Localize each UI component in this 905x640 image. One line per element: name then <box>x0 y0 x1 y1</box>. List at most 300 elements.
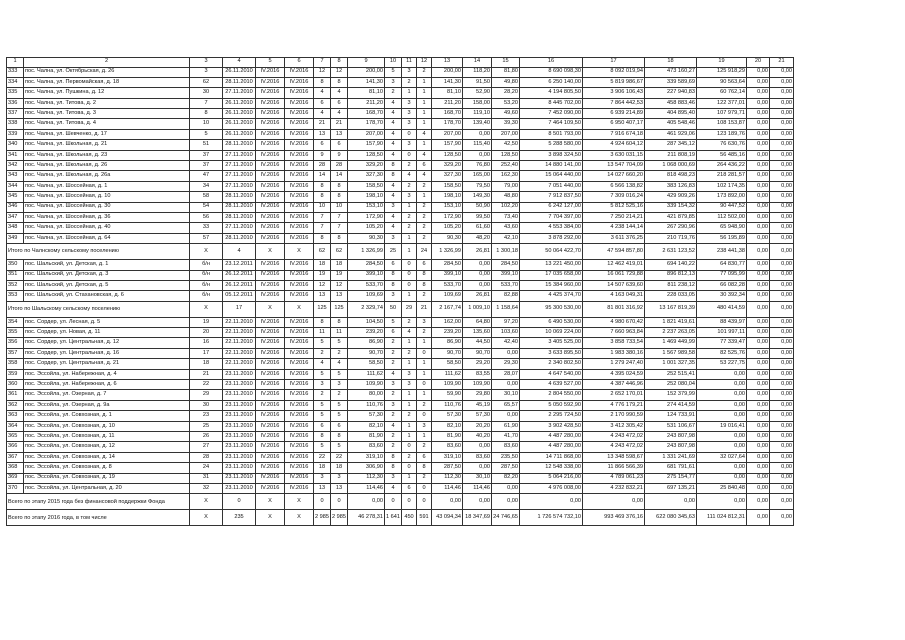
table-cell: 114,46 <box>463 483 492 493</box>
table-cell: 0,00 <box>747 88 770 98</box>
address-cell: пос. Чална, ул. Шоссейная, д. 1 <box>24 181 190 191</box>
table-cell: 3 <box>402 119 417 129</box>
table-cell: 2 <box>402 181 417 191</box>
column-number-header: 8 <box>331 58 348 68</box>
table-cell: IV.2016 <box>285 270 314 280</box>
table-cell: IV.2016 <box>285 161 314 171</box>
table-cell: 5 050 592,90 <box>520 400 583 410</box>
table-cell: 4 243 472,02 <box>583 432 645 442</box>
column-number-header: 17 <box>583 58 645 68</box>
table-cell: 0,00 <box>492 483 520 493</box>
table-cell: 533,70 <box>432 280 463 290</box>
table-cell: 2 <box>314 348 331 358</box>
table-cell: 4 776 179,21 <box>583 400 645 410</box>
table-row <box>7 202 794 212</box>
table-cell: IV.2016 <box>256 280 285 290</box>
table-cell: 4 232 832,21 <box>583 483 645 493</box>
table-cell: 353 <box>7 291 24 301</box>
table-cell: 347 <box>7 212 24 222</box>
table-cell: IV.2016 <box>285 119 314 129</box>
table-cell: 4 425 374,70 <box>520 291 583 301</box>
table-cell: 23.11.2010 <box>223 432 256 442</box>
table-cell: 450 <box>402 510 417 526</box>
table-cell: 306,90 <box>348 463 385 473</box>
address-cell: пос. Сордер, ул. Центральная, д. 16 <box>24 348 190 358</box>
address-cell: пос. Эссойла, ул. Совхозная, д. 1 <box>24 411 190 421</box>
table-cell: 4 <box>385 212 402 222</box>
table-cell: 0,00 <box>747 212 770 222</box>
table-cell: 354 <box>7 317 24 327</box>
table-cell: 6 939 214,89 <box>583 109 645 119</box>
table-cell: 0 <box>417 348 432 358</box>
table-cell: 28.11.2010 <box>223 233 256 243</box>
table-cell: 157,90 <box>348 140 385 150</box>
table-cell: 82 525,76 <box>697 348 747 358</box>
table-cell: 49,80 <box>492 77 520 87</box>
table-cell: 1 331 241,69 <box>645 452 697 462</box>
table-cell: 13 <box>314 291 331 301</box>
table-cell: 0,00 <box>463 494 492 510</box>
table-cell: 91,50 <box>463 77 492 87</box>
table-row <box>7 328 794 338</box>
table-cell: 2 <box>402 348 417 358</box>
table-cell: 368 <box>7 463 24 473</box>
table-cell: 19 016,41 <box>697 421 747 431</box>
table-cell: 4 <box>385 483 402 493</box>
table-cell: 2 <box>402 77 417 87</box>
table-cell: 0,00 <box>747 348 770 358</box>
table-cell: 13 167 819,39 <box>645 301 697 317</box>
table-cell: 4 924 604,12 <box>583 140 645 150</box>
table-cell: 17 <box>190 348 223 358</box>
table-cell: 896 812,13 <box>645 270 697 280</box>
table-cell: 18 <box>314 260 331 270</box>
table-cell: IV.2016 <box>256 150 285 160</box>
table-cell: IV.2016 <box>256 400 285 410</box>
table-cell: 26,81 <box>463 291 492 301</box>
table-cell: 1 <box>402 473 417 483</box>
table-cell: 4 976 008,00 <box>520 483 583 493</box>
table-cell: 0,00 <box>697 473 747 483</box>
table-cell: 42,10 <box>492 233 520 243</box>
table-cell: 1 <box>417 119 432 129</box>
table-cell: 8 <box>417 463 432 473</box>
table-cell: 13 547 704,09 <box>583 161 645 171</box>
table-cell: 13 348 598,67 <box>583 452 645 462</box>
table-cell: 0 <box>314 494 331 510</box>
table-cell: 4 <box>314 359 331 369</box>
column-number-header: 4 <box>223 58 256 68</box>
table-cell: 90,70 <box>348 348 385 358</box>
table-cell: 2 <box>402 411 417 421</box>
table-cell: 0,00 <box>645 494 697 510</box>
table-cell: 6 <box>417 452 432 462</box>
table-cell: 28 <box>314 161 331 171</box>
table-cell: 811 238,12 <box>645 280 697 290</box>
table-cell: 1 <box>417 390 432 400</box>
table-cell: 28.11.2010 <box>223 140 256 150</box>
table-cell: 81,90 <box>432 432 463 442</box>
table-cell: 0,00 <box>770 171 794 181</box>
table-cell: 25 <box>385 244 402 260</box>
table-cell: 21 <box>314 119 331 129</box>
table-cell: 13 <box>331 483 348 493</box>
table-cell: 30 392,34 <box>697 291 747 301</box>
table-cell: 4 <box>385 181 402 191</box>
table-cell: 11 <box>314 328 331 338</box>
table-cell: 73,40 <box>492 212 520 222</box>
table-cell: 4 <box>314 109 331 119</box>
table-cell: 104,50 <box>348 317 385 327</box>
table-cell: 76,80 <box>463 161 492 171</box>
table-cell: 0,00 <box>463 129 492 139</box>
table-cell: 79,50 <box>463 181 492 191</box>
table-cell: 18 <box>190 359 223 369</box>
address-cell: пос. Шальский, ул. Стахановская, д. 6 <box>24 291 190 301</box>
column-number-header: 14 <box>463 58 492 68</box>
table-cell: 83,60 <box>492 442 520 452</box>
table-row <box>7 280 794 290</box>
address-cell: пос. Эссойла, ул. Озерная, д. 7 <box>24 390 190 400</box>
table-cell: 88 439,97 <box>697 317 747 327</box>
table-cell: 7 051 440,00 <box>520 181 583 191</box>
table-cell: 284,50 <box>348 260 385 270</box>
table-cell: 818 498,23 <box>645 171 697 181</box>
table-cell: 26.12.2011 <box>223 280 256 290</box>
table-cell: 227 940,83 <box>645 88 697 98</box>
table-cell: 61,60 <box>463 223 492 233</box>
table-row <box>7 171 794 181</box>
table-cell: 90,30 <box>348 233 385 243</box>
table-cell: IV.2016 <box>256 380 285 390</box>
table-cell: 3 <box>402 98 417 108</box>
table-cell: 95 300 530,00 <box>520 301 583 317</box>
table-cell: 62 <box>331 244 348 260</box>
table-cell: 0,00 <box>770 463 794 473</box>
column-number-header: 21 <box>770 58 794 68</box>
table-cell: 77 339,47 <box>697 338 747 348</box>
table-cell: 6 950 407,17 <box>583 119 645 129</box>
table-cell: 168,70 <box>348 109 385 119</box>
table-cell: 2 329,74 <box>348 301 385 317</box>
table-cell: 252 080,04 <box>645 380 697 390</box>
table-cell: IV.2016 <box>285 212 314 222</box>
table-cell: 53,20 <box>492 98 520 108</box>
table-cell: 0,00 <box>747 510 770 526</box>
table-cell: 1 983 380,16 <box>583 348 645 358</box>
table-cell: 7 864 442,53 <box>583 98 645 108</box>
table-cell: б/н <box>190 280 223 290</box>
table-cell: 7 916 674,18 <box>583 129 645 139</box>
table-cell: 90,30 <box>432 233 463 243</box>
table-cell: 162,30 <box>492 171 520 181</box>
table-cell: 350 <box>7 260 24 270</box>
table-cell: 3 <box>402 67 417 77</box>
table-cell: 0 <box>331 494 348 510</box>
table-cell: 0,00 <box>697 369 747 379</box>
table-cell: 4 238 144,14 <box>583 223 645 233</box>
table-cell: 47 594 857,80 <box>583 244 645 260</box>
table-cell: 86,90 <box>432 338 463 348</box>
column-number-row <box>7 58 794 68</box>
table-cell: 336 <box>7 98 24 108</box>
table-cell: 82,10 <box>432 421 463 431</box>
table-cell: 27.11.2010 <box>223 171 256 181</box>
table-cell: 10 <box>190 119 223 129</box>
table-cell: 22.11.2010 <box>223 338 256 348</box>
table-cell: 0 <box>417 411 432 421</box>
table-cell: 348 <box>7 223 24 233</box>
table-row <box>7 67 794 77</box>
table-cell: 0,00 <box>770 270 794 280</box>
table-cell: 119,10 <box>463 109 492 119</box>
table-cell: 158,50 <box>432 181 463 191</box>
table-cell: 27.11.2010 <box>223 181 256 191</box>
table-cell: 20 <box>190 328 223 338</box>
table-cell: 4 <box>385 109 402 119</box>
table-cell: 8 <box>385 171 402 181</box>
table-cell: 77 095,99 <box>697 270 747 280</box>
table-cell: X <box>285 301 314 317</box>
table-cell: 109,90 <box>432 380 463 390</box>
table-cell: 101 997,11 <box>697 328 747 338</box>
subtotal-row <box>7 510 794 526</box>
table-cell: 4 487 280,00 <box>520 432 583 442</box>
table-cell: 0,00 <box>770 473 794 483</box>
table-cell: 8 <box>190 109 223 119</box>
address-cell: пос. Чална, ул. Титова, д. 2 <box>24 98 190 108</box>
table-cell: 16 <box>190 338 223 348</box>
table-cell: 364 <box>7 421 24 431</box>
table-cell: 0 <box>402 494 417 510</box>
table-cell: 267 290,96 <box>645 223 697 233</box>
table-cell: 162,00 <box>432 317 463 327</box>
table-cell: IV.2016 <box>285 98 314 108</box>
table-cell: IV.2016 <box>285 291 314 301</box>
table-cell: 4 <box>385 140 402 150</box>
table-cell: 0,00 <box>747 119 770 129</box>
table-cell: 284,50 <box>432 260 463 270</box>
table-cell: IV.2016 <box>256 260 285 270</box>
table-cell: 339 589,69 <box>645 77 697 87</box>
table-cell: 218 281,57 <box>697 171 747 181</box>
table-cell: 346 <box>7 202 24 212</box>
address-cell: пос. Чална, ул. Шоссейная, д. 64 <box>24 233 190 243</box>
table-cell: 4 <box>331 88 348 98</box>
table-cell: 383 126,83 <box>645 181 697 191</box>
table-cell: 333 <box>7 67 24 77</box>
table-cell: 210 719,76 <box>645 233 697 243</box>
table-cell: 17 <box>223 301 256 317</box>
table-cell: 7 <box>314 212 331 222</box>
table-cell: 4 487 280,00 <box>520 442 583 452</box>
table-cell: 7 464 109,50 <box>520 119 583 129</box>
table-cell: 5 <box>314 369 331 379</box>
table-cell: 342 <box>7 161 24 171</box>
table-cell: 0,00 <box>697 390 747 400</box>
table-row <box>7 233 794 243</box>
table-cell: 2 <box>417 442 432 452</box>
table-cell: 0,00 <box>770 161 794 171</box>
table-cell: IV.2016 <box>256 202 285 212</box>
address-cell: пос. Эссойла, ул. Озерная, д. 9а <box>24 400 190 410</box>
subtotal-label: Всего по этапу 2015 года без финансовой поддержки Фонда <box>7 494 190 510</box>
table-cell: 6 <box>417 161 432 171</box>
table-cell: 48,20 <box>463 233 492 243</box>
table-cell: 18 <box>314 463 331 473</box>
table-cell: 21 <box>190 369 223 379</box>
table-cell: 30 <box>190 400 223 410</box>
address-cell: пос. Чална, ул. Октябрьская, д. 26 <box>24 67 190 77</box>
table-cell: 34 <box>190 181 223 191</box>
table-cell: 1 641 <box>385 510 402 526</box>
table-cell: 6 <box>314 140 331 150</box>
table-cell: 90 447,52 <box>697 202 747 212</box>
table-row <box>7 390 794 400</box>
address-cell: пос. Сордер, ул. Лесная, д. 5 <box>24 317 190 327</box>
table-cell: IV.2016 <box>285 421 314 431</box>
table-cell: 12 <box>314 67 331 77</box>
table-cell: 0,00 <box>770 301 794 317</box>
address-cell: пос. Шальский, ул. Детская, д. 1 <box>24 260 190 270</box>
table-cell: IV.2016 <box>256 109 285 119</box>
table-cell: 1 <box>402 359 417 369</box>
table-cell: 7 704 397,00 <box>520 212 583 222</box>
table-cell: 33 <box>190 223 223 233</box>
table-cell: 125 918,29 <box>697 67 747 77</box>
table-cell: 7 309 016,24 <box>583 192 645 202</box>
table-cell: 42,40 <box>492 338 520 348</box>
table-cell: 365 <box>7 432 24 442</box>
table-cell: X <box>256 494 285 510</box>
table-cell: 0,00 <box>770 291 794 301</box>
table-cell: 349 <box>7 233 24 243</box>
table-cell: IV.2016 <box>285 473 314 483</box>
table-cell: 0,00 <box>697 380 747 390</box>
table-cell: 124 733,91 <box>645 411 697 421</box>
table-cell: 109,69 <box>432 291 463 301</box>
table-cell: IV.2016 <box>256 212 285 222</box>
table-cell: 329,20 <box>348 161 385 171</box>
table-cell: 3 898 324,50 <box>520 150 583 160</box>
column-number-header: 15 <box>492 58 520 68</box>
table-cell: 125 <box>331 301 348 317</box>
table-cell: 22 <box>190 380 223 390</box>
table-row <box>7 380 794 390</box>
table-cell: 235 <box>223 510 256 526</box>
table-cell: 23.11.2010 <box>223 483 256 493</box>
table-cell: 0,00 <box>770 140 794 150</box>
table-cell: 2 <box>385 359 402 369</box>
table-cell: 8 445 702,00 <box>520 98 583 108</box>
table-cell: 58 <box>190 192 223 202</box>
table-cell: IV.2016 <box>256 192 285 202</box>
table-cell: 0,00 <box>770 77 794 87</box>
table-cell: 97,20 <box>492 317 520 327</box>
table-cell: 3 611 376,25 <box>583 233 645 243</box>
table-row <box>7 359 794 369</box>
table-cell: 1 326,99 <box>348 244 385 260</box>
table-cell: 0,00 <box>492 494 520 510</box>
table-cell: 28.11.2010 <box>223 192 256 202</box>
table-cell: 5 <box>331 442 348 452</box>
table-cell: 50 064 422,70 <box>520 244 583 260</box>
table-cell: 30,10 <box>492 390 520 400</box>
table-cell: 1 <box>402 202 417 212</box>
subtotal-row <box>7 244 794 260</box>
table-cell: 23.11.2010 <box>223 390 256 400</box>
table-row <box>7 452 794 462</box>
table-cell: 3 <box>331 380 348 390</box>
table-cell: 3 <box>402 369 417 379</box>
table-cell: 473 160,27 <box>645 67 697 77</box>
table-cell: 1 001 327,35 <box>645 359 697 369</box>
table-cell: 7 250 214,21 <box>583 212 645 222</box>
table-cell: 0,00 <box>747 140 770 150</box>
table-cell: 0,00 <box>747 161 770 171</box>
table-cell: X <box>190 301 223 317</box>
column-number-header: 2 <box>24 58 190 68</box>
subtotal-label: Итого по Чалнскому сельскому поселению <box>7 244 190 260</box>
table-cell: IV.2016 <box>285 280 314 290</box>
table-cell: 340 <box>7 140 24 150</box>
table-cell: 4 789 061,23 <box>583 473 645 483</box>
table-cell: 30 <box>190 88 223 98</box>
table-cell: 4 553 384,00 <box>520 223 583 233</box>
table-cell: 3 <box>402 380 417 390</box>
table-cell: 107 979,71 <box>697 109 747 119</box>
table-cell: 82,20 <box>492 473 520 483</box>
address-cell: пос. Чална, ул. Титова, д. 4 <box>24 119 190 129</box>
table-cell: 28 <box>190 452 223 462</box>
column-number-header: 19 <box>697 58 747 68</box>
table-cell: 327,30 <box>432 171 463 181</box>
table-cell: 8 <box>385 463 402 473</box>
table-cell: 4 <box>385 369 402 379</box>
table-cell: 0,00 <box>747 463 770 473</box>
table-cell: 22.11.2010 <box>223 317 256 327</box>
table-cell: 0,00 <box>770 400 794 410</box>
table-cell: 112,30 <box>348 473 385 483</box>
table-cell: 0,00 <box>747 233 770 243</box>
table-cell: 0,00 <box>747 192 770 202</box>
table-cell: 22 <box>314 452 331 462</box>
table-cell: IV.2016 <box>285 317 314 327</box>
table-cell: 37 <box>190 161 223 171</box>
table-cell: IV.2016 <box>285 77 314 87</box>
register-rows <box>7 67 794 526</box>
table-cell: IV.2016 <box>256 369 285 379</box>
table-cell: 5 <box>314 400 331 410</box>
address-cell: пос. Чална, ул. Школьная, д. 23 <box>24 150 190 160</box>
table-cell: 0,00 <box>747 452 770 462</box>
address-cell: пос. Шальский, ул. Детская, д. 3 <box>24 270 190 280</box>
address-cell: пос. Эссойла, ул. Совхозная, д. 12 <box>24 442 190 452</box>
table-cell: IV.2016 <box>285 192 314 202</box>
table-cell: 1 <box>417 369 432 379</box>
table-cell: 0,00 <box>770 442 794 452</box>
table-cell: 3 858 733,54 <box>583 338 645 348</box>
table-cell: 3 <box>314 380 331 390</box>
table-cell: 200,00 <box>348 67 385 77</box>
table-cell: IV.2016 <box>285 463 314 473</box>
table-cell: 23.11.2010 <box>223 411 256 421</box>
table-cell: 109,90 <box>348 380 385 390</box>
table-cell: 0,00 <box>747 369 770 379</box>
table-cell: 2 <box>417 400 432 410</box>
table-cell: 0,00 <box>770 233 794 243</box>
table-cell: 37 <box>190 150 223 160</box>
